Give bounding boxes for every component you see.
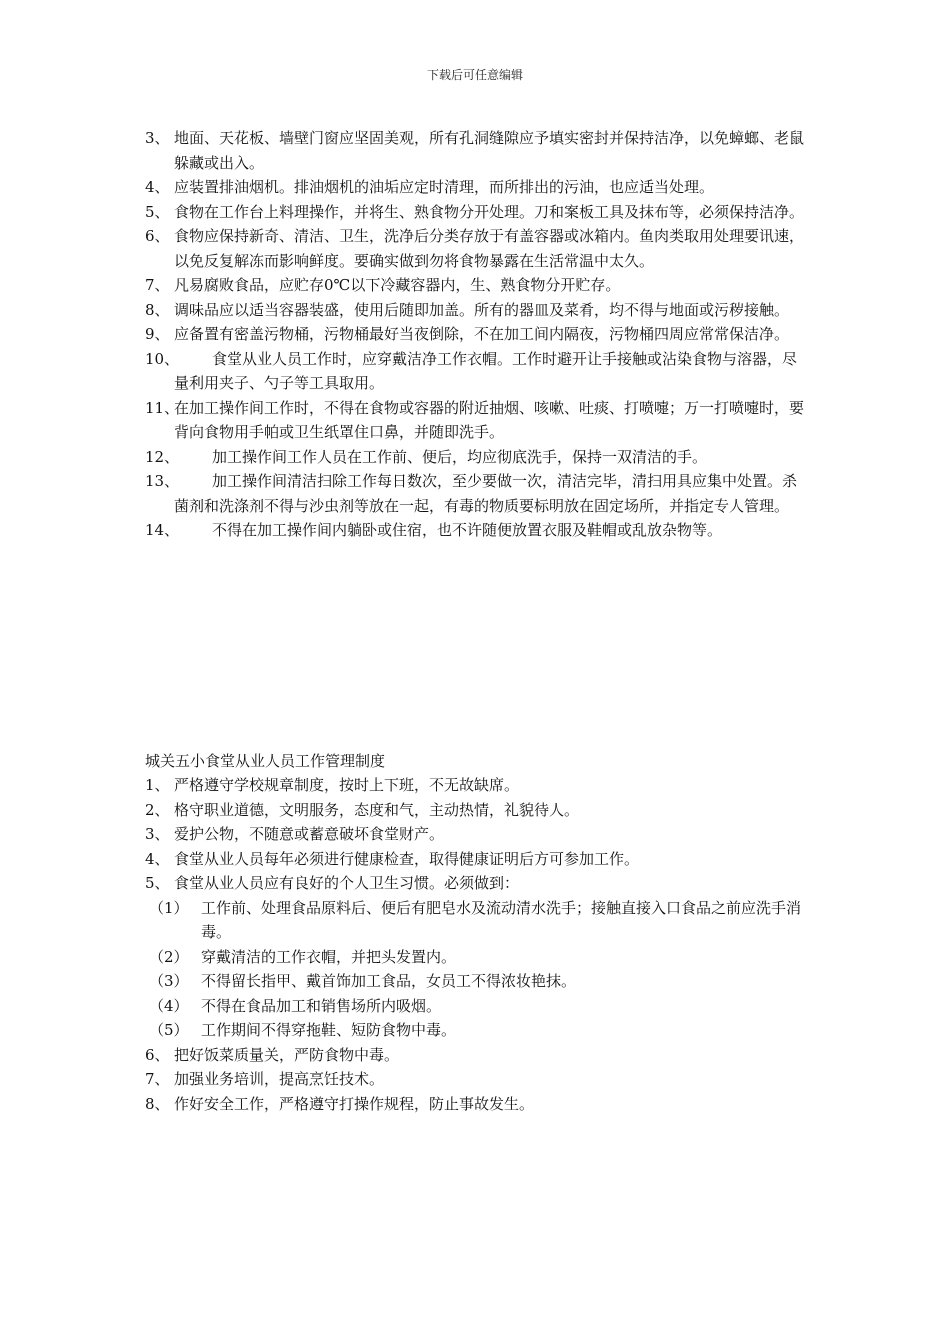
page-header: 下载后可任意编辑 [426, 68, 523, 82]
item-text: 在加工操作间工作时，不得在食物或容器的附近抽烟、咳嗽、吐痰、打喷嚏；万一打喷嚏时，要背向食物用手帕或卫生纸罩住口鼻，并随即洗手。 [174, 398, 805, 441]
item-number: 1、 [145, 776, 170, 794]
item-number: 5、 [145, 202, 170, 221]
item-number: 8、 [145, 300, 170, 319]
list-item [145, 322, 809, 347]
list-item [145, 126, 809, 175]
sub-list-item [145, 969, 809, 994]
item-text: 加工操作间工作人员在工作前、便后，均应彻底洗手，保持一双清洁的手。 [212, 447, 708, 466]
item-number: 12、 [145, 447, 180, 466]
item-number: 3、 [145, 129, 170, 147]
item-number: 3、 [145, 825, 170, 843]
list-item [145, 224, 809, 273]
item-text: 调味品应以适当容器装盛，使用后随即加盖。所有的器皿及菜肴，均不得与地面或污秽接触。 [174, 300, 790, 319]
item-number: 11、 [145, 398, 180, 417]
item-number: 14、 [145, 521, 180, 539]
item-number: 10、 [145, 349, 180, 368]
list-item [145, 1067, 809, 1092]
list-item [145, 1092, 809, 1117]
list-item [145, 298, 809, 323]
item-number: 4、 [145, 178, 170, 196]
item-text: 加工操作间清洁扫除工作每日数次，至少要做一次，清洁完毕，清扫用具应集中处置。杀菌剂和洗涤剂不得与沙虫剂等放在一起，有毒的物质要标明放在固定场所，并指定专人管理。 [174, 472, 798, 515]
list-item [145, 847, 809, 872]
sub-list-item [145, 994, 809, 1019]
item-text: 凡易腐败食品，应贮存0℃以下冷藏容器内，生、熟食物分开贮存。 [174, 276, 621, 294]
item-text: 食物应保持新奇、清洁、卫生，洗净后分类存放于有盖容器或冰箱内。鱼肉类取用处理要讯速，以免反复解冻而影响鲜度。要确实做到勿将食物暴露在生活常温中太久。 [174, 227, 805, 270]
item-text: 严格遵守学校规章制度，按时上下班，不无故缺席。 [174, 776, 520, 794]
item-number: 13、 [145, 472, 180, 490]
sub-list-item [145, 1018, 809, 1043]
item-number: 6、 [145, 1045, 170, 1064]
sub-list-item [145, 945, 809, 970]
list-item [145, 273, 809, 298]
item-text: 爱护公物，不随意或蓄意破坏食堂财产。 [174, 825, 445, 843]
item-text: 应装置排油烟机。排油烟机的油垢应定时清理，而所排出的污油，也应适当处理。 [174, 178, 715, 196]
item-number: 2、 [145, 800, 170, 819]
item-text: 食堂从业人员工作时，应穿戴洁净工作衣帽。工作时避开让手接触或沾染食物与溶器，尽量利用夹子、勺子等工具取用。 [174, 349, 798, 392]
sub-item-number: （1） [149, 898, 189, 917]
item-text: 食堂从业人员应有良好的个人卫生习惯。必须做到： [174, 874, 520, 892]
list-item [145, 396, 809, 445]
list-item [145, 798, 809, 823]
item-text: 应备置有密盖污物桶，污物桶最好当夜倒除，不在加工间内隔夜，污物桶四周应常常保洁净。 [174, 325, 790, 343]
item-number: 8、 [145, 1094, 170, 1113]
item-number: 4、 [145, 849, 170, 868]
sub-item-text: 穿戴清洁的工作衣帽，并把头发置内。 [201, 947, 457, 966]
list-item [145, 200, 809, 225]
list-item [145, 822, 809, 847]
item-text: 加强业务培训，提高烹饪技术。 [174, 1070, 385, 1088]
sub-item-text: 工作前、处理食品原料后、便后有肥皂水及流动清水洗手；接触直接入口食品之前应洗手消毒。 [201, 898, 802, 941]
item-text: 不得在加工操作间内躺卧或住宿，也不许随便放置衣服及鞋帽或乱放杂物等。 [212, 521, 723, 539]
item-number: 9、 [145, 325, 170, 343]
item-number: 7、 [145, 1070, 170, 1088]
list-item [145, 469, 809, 518]
item-number: 7、 [145, 276, 170, 294]
staff-rules-list [145, 773, 809, 1116]
list-item [145, 518, 809, 543]
sub-item-number: （5） [149, 1021, 189, 1039]
item-text: 食物在工作台上料理操作，并将生、熟食物分开处理。刀和案板工具及抹布等，必须保持洁净。 [174, 202, 805, 221]
item-number: 6、 [145, 227, 170, 245]
item-text: 食堂从业人员每年必须进行健康检查，取得健康证明后方可参加工作。 [174, 849, 640, 868]
section-title: 城关五小食堂从业人员工作管理制度 [145, 752, 386, 770]
item-text: 格守职业道德，文明服务，态度和气，主动热情，礼貌待人。 [174, 800, 580, 819]
sub-item-text: 不得在食品加工和销售场所内吸烟。 [201, 996, 442, 1015]
sub-list-item [145, 896, 809, 945]
list-item [145, 773, 809, 798]
list-item [145, 871, 809, 896]
item-text: 把好饭菜质量关，严防食物中毒。 [174, 1045, 400, 1064]
sub-item-text: 不得留长指甲、戴首饰加工食品，女员工不得浓妆艳抹。 [201, 972, 577, 990]
hygiene-rules-list [145, 126, 809, 543]
list-item [145, 445, 809, 470]
sub-item-number: （4） [149, 996, 189, 1015]
item-number: 5、 [145, 874, 170, 892]
sub-item-text: 工作期间不得穿拖鞋、短防食物中毒。 [201, 1021, 457, 1039]
sub-item-number: （2） [149, 947, 189, 966]
sub-item-number: （3） [149, 972, 189, 990]
list-item [145, 347, 809, 396]
item-text: 地面、天花板、墙壁门窗应坚固美观，所有孔洞缝隙应予填实密封并保持洁净，以免蟑螂、老鼠躲藏或出入。 [174, 129, 805, 172]
list-item [145, 175, 809, 200]
item-text: 作好安全工作，严格遵守打操作规程，防止事故发生。 [174, 1094, 535, 1113]
list-item [145, 1043, 809, 1068]
